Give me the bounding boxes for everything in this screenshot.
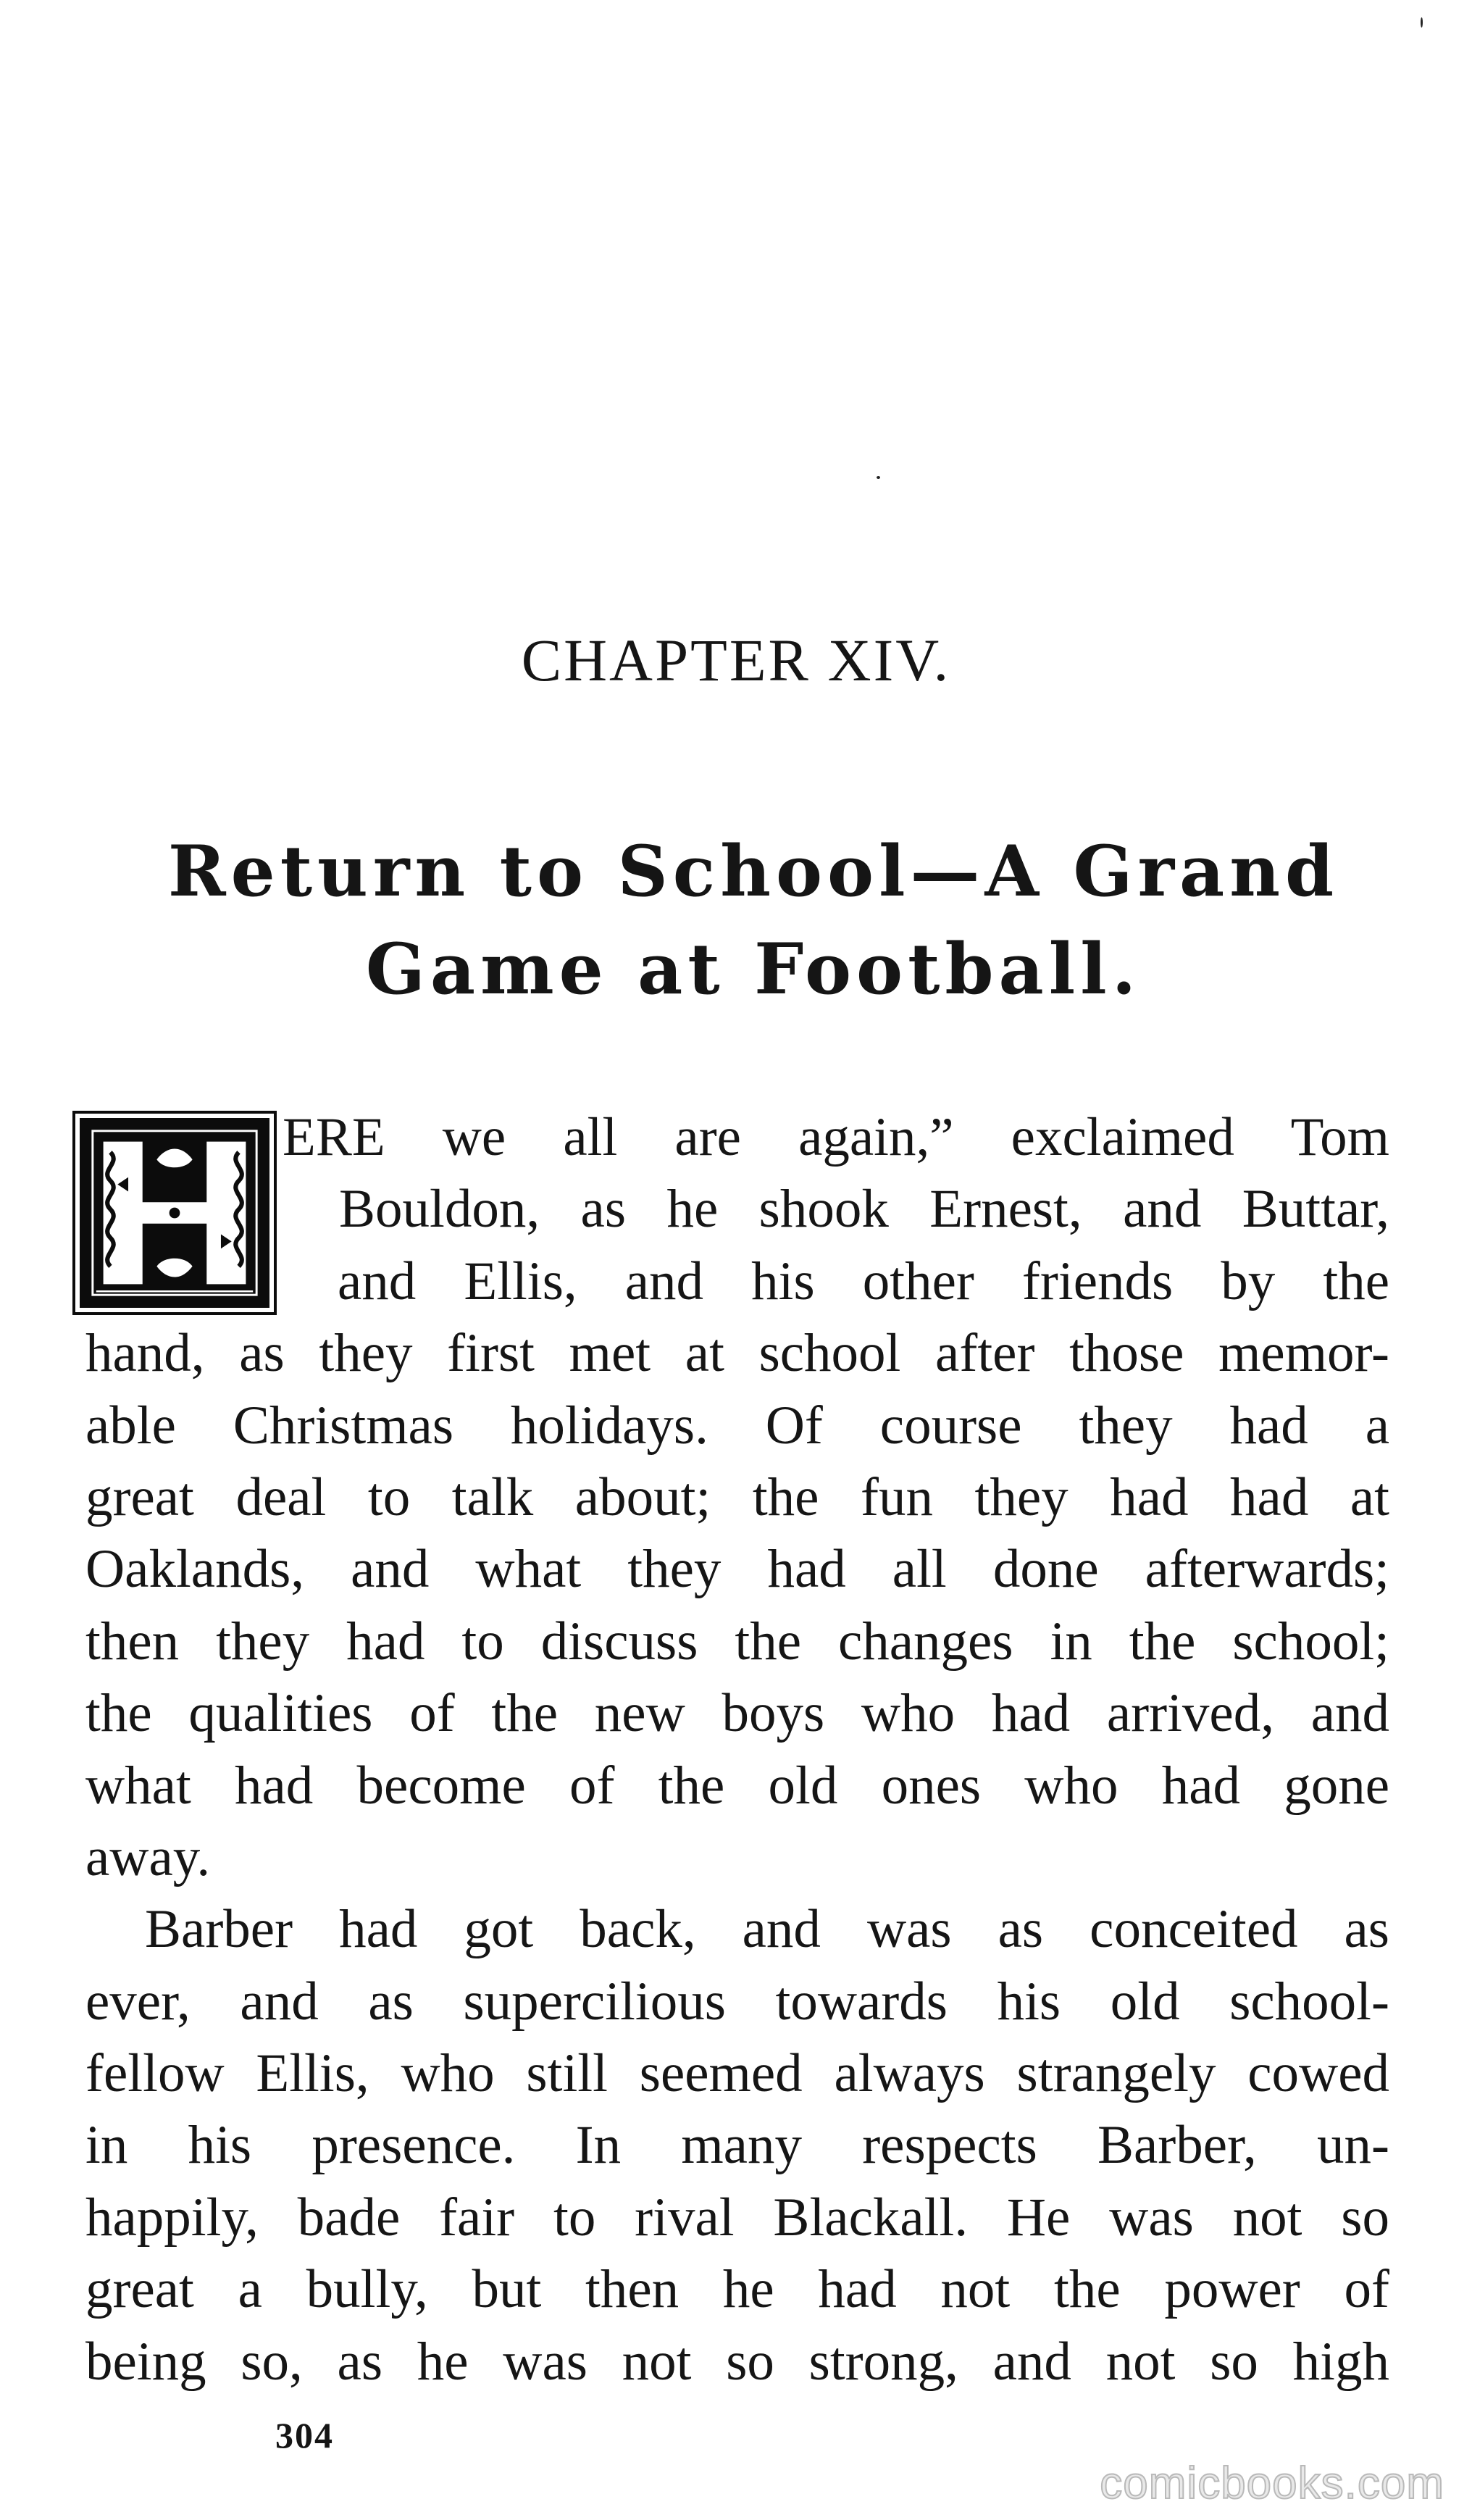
watermark: comicbooks.com bbox=[1100, 2458, 1444, 2508]
page-number: 304 bbox=[275, 2415, 334, 2456]
paragraph bbox=[85, 1101, 1389, 1893]
text-line: away. bbox=[85, 1827, 211, 1887]
text-line: being so, as he was not so strong, and not so high bbox=[85, 2331, 1389, 2392]
text-line: what had become of the old ones who had gone bbox=[85, 1755, 1389, 1816]
text-line: great deal to talk about; the fun they had had at bbox=[85, 1466, 1389, 1527]
text-line: hand, as they first met at school after those memor- bbox=[85, 1323, 1389, 1384]
text-line: Bouldon, as he shook Ernest, and Buttar, bbox=[339, 1179, 1389, 1240]
ink-speck bbox=[877, 476, 880, 479]
body-text bbox=[85, 1101, 1389, 2398]
text-line: Oaklands, and what they had all done afterwards; bbox=[85, 1539, 1389, 1600]
text-line: the qualities of the new boys who had arrived, and bbox=[85, 1683, 1389, 1744]
text-line: able Christmas holidays. Of course they had a bbox=[85, 1395, 1389, 1456]
text-line: great a bully, but then he had not the power of bbox=[85, 2259, 1389, 2320]
ink-speck bbox=[1421, 17, 1423, 28]
text-line: ERE we all are again,” exclaimed Tom bbox=[283, 1107, 1389, 1167]
chapter-title: Return to School—A Grand Game at Football. bbox=[167, 830, 1339, 1010]
text-line: Barber had got back, and was as conceited as bbox=[145, 1899, 1389, 1960]
paragraph bbox=[85, 1893, 1389, 2398]
text-line: happily, bade fair to rival Blackall. He was not so bbox=[85, 2187, 1389, 2248]
text-line: in his presence. In many respects Barber, un- bbox=[85, 2115, 1389, 2176]
text-line: ever, and as supercilious towards his old school- bbox=[85, 1971, 1389, 2032]
text-line: fellow Ellis, who still seemed always strangely cowed bbox=[85, 2043, 1389, 2104]
chapter-heading: CHAPTER XIV. bbox=[521, 627, 951, 693]
text-line: and Ellis, and his other friends by the bbox=[338, 1251, 1389, 1311]
text-line: then they had to discuss the changes in the school; bbox=[85, 1611, 1389, 1672]
